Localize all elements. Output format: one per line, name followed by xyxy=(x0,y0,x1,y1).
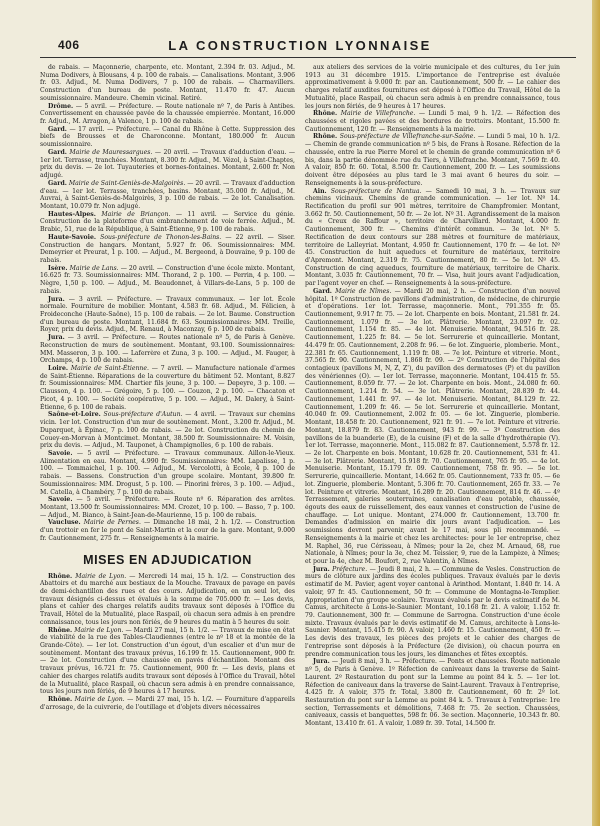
entry-authority: Mairie de Mauressargues. xyxy=(69,148,153,156)
journal-title: LA CONSTRUCTION LYONNAISE xyxy=(168,38,432,53)
entry-department: Ain. xyxy=(313,187,327,195)
notice-entry xyxy=(40,334,295,365)
entry-authority: Mairie de Lyon. xyxy=(75,572,127,580)
left-column-announcements xyxy=(40,573,295,712)
entry-text: de rabais. — Maçonnerie, charpente, etc. Montant, 2.394 fr. 03. Adjud., M. Numa Dodivers, à Blousans, 4 p. 100 de rabais. — Canalisations. Montant, 3.906 fr. 03. Adjud., M. Numa Dodivers, 7 p. 100 de rabais. — Charmavillers. Construction d'un bureau de poste. Montant, 11.470 fr. 47. Aucun soumissionnaire. Mandeure. Chemin vicinal. Retiré. xyxy=(40,64,295,102)
entry-text: — Mardi 27 mai, 15 h. 1/2. — Fourniture d'appareils d'arrosage, de la cuivrerie, de l'outillage et d'objets divers nécessaires xyxy=(40,696,295,711)
notice-entry xyxy=(305,288,560,566)
notice-entry xyxy=(305,64,560,110)
entry-text: — 22 avril. — Siser. Construction de hangars. Montant, 5.927 fr. 06. Soumissionnaires: MM. Demeyrier et Preurat, 1 p. 100. — Adjud., M. Bergeond, à Douvaine, 9 p. 100 de rabais. xyxy=(40,233,296,264)
entry-text: aux ateliers des services de la voirie municipale et des cultures, du 1er juin 1913 au 31 décembre 1915. L'importance de l'entreprise est évaluée approximativement à 9.000 fr. par an. Cautionnement, 500 fr. — Le cahier des charges relatif auxdites fournitures est déposé à l'Office du Travail, Hôtel de la Mutualité, place Raspail, où chacun sera admis à en prendre connaissance, tous les jours non fériés, de 9 heures à 17 heures. xyxy=(305,64,560,110)
right-column-announcements xyxy=(305,64,560,728)
entry-text: — Dimanche 18 mai, 2 h. 1/2. — Construction d'un trottoir en fer le pont de Saint-Martin et la cour de la gare. Montant, 9.000 fr. Cautionnement, 275 fr. — Renseignements à la mairie. xyxy=(40,519,296,542)
entry-department: Jura. xyxy=(313,565,330,573)
left-column-entries xyxy=(40,64,295,543)
header-rule xyxy=(40,57,576,58)
entry-authority: Mairie de Saint-Étienne. xyxy=(70,365,149,373)
notice-entry xyxy=(40,149,295,180)
entry-text: — 5 avril. — Préfecture. — Route nationale nº 7, de Paris à Antibes. Convertissement en chaussée pavée de la chaussée empierrée. Montant, 16.000 fr. Adjud., M. Arragon, à Valence, 1 p. 100 de rabais. xyxy=(40,102,295,126)
entry-text: — Lundi 5 mai, 9 h. 1/2. — Réfection des chaussées et rigoles pavées et des bordures de trottoirs. Montant, 15.500 fr. Cautionnement, 120 fr. — Renseignements à la mairie. xyxy=(305,110,561,133)
notice-entry xyxy=(305,110,560,133)
notice-entry xyxy=(305,566,560,659)
entry-text: — 20 avril. — Travaux d'adduction d'eau. — 1er lot. Terrasse, tranchées, basins. Montant, 35.000 fr. Adjud., M. Auvrai, à Saint-Geniès-de-Malgoirès, 3 p. 100 de rabais. — 2e lot. Canalisation. Montant, 10.079 fr. Non adjugé. xyxy=(40,179,295,210)
entry-text: — 3 avril. — Préfecture. — Travaux communaux. — 1er lot. École normale. Fourniture de mobilier. Montant, 4.583 fr. 68. Adjud., M. Félicien, à Froideconche (Haute-Saône), 15 p. 100 de rabais. — 2e lot. Baume. Construction d'un bureau de poste. Montant, 11.684 fr. 63. Soumissionnaires: MM. Treille, Royer, prix du devis. Adjud., M. Renaud, à Maconzay, 6 p. 100 de rabais. xyxy=(40,295,295,334)
notice-entry xyxy=(40,696,295,711)
notice-entry xyxy=(40,296,295,335)
notice-entry xyxy=(40,265,295,296)
entry-text: — 4 avril. — Travaux sur chemins vicin. 1er lot. Construction d'un mur de soutènement. Mont., 3.200 fr. Adjud., M. Duparquet, à Épinac, 7 p. 100 de rabais. — 2e lot. Construction du chemin de Couey-en-Morvan à Montcimet. Montant, 38.500 fr. Soumissionnaire: M. Voisin, prix du devis. — Adjud., M. Tauponet, à Champignolles, 6 p. 100 de rabais. xyxy=(40,411,296,450)
entry-department: Hautes-Alpes. xyxy=(48,210,96,218)
entry-text: — Mardi 20 mai, 2 h. — Construction d'un nouvel hôpital. 1º Construction de pavillons d'administration, de médecine, de chirurgie et d'opérations. 1er lot. Terrasse, maçonnerie. Mont., 791.355 fr. 05. Cautionnement, 9.917 fr. 75. — 2e lot. Charpente en bois. Montant, 21.581 fr. 24. Cautionnement, 1.079 fr. — 3e lot. Plâtrerie. Montant, 23.097 fr. 02. Cautionnement, 1.154 fr. 85. — 4e lot. Menuiserie. Montant, 94.516 fr. 28. Cautionnement, 1.225 fr. 84. — 5e lot. Serrurerie et quincaillerie. Montant, 44.479 fr. 05. Cautionnement, 2.208 fr. 96. — 6e lot. Zinguerie, plomberie. Mont., 22.381 fr. 65. Cautionnement, 1.119 fr. 08. — 7e lot. Peinture et vitrerie. Mont., 37.565 fr. 90. Cautionnement, 1.868 fr. 09. — 2º Construction de l'hôpital des contagieux (pavillons M, N, Z, Z'), du pavillon des dermatoses (P) et du pavillon des vénériennes (O). — 1er lot. Terrasse, maçonnerie. Montant, 104.415 fr. 55. Cautionnement, 8.059 fr. 77. — 2e lot. Charpente en bois. Mont., 24.080 fr. 60. Cautionnement, 1.214 fr. 54. — 3e lot. Plâtrerie. Montant, 28.839 fr. 44. Cautionnement, 1.441 fr. 97. — 4e lot. Menuiserie. Montant, 84.129 fr. 22. Cautionnement, 1.209 fr. 46. — 5e lot. Serrurerie et quincaillerie. Montant, 40.040 fr. 09. Cautionnement, 2.002 fr. 05. — 6e lot. Zinguerie, plomberie. Montant, 18.458 fr. 20. Cautionnement, 921 fr. 91. — 7e lot. Peinture et vitrerie. Montant, 18.879 fr. 83. Cautionnement, 943 fr. 99. — 3º Construction des pavillons de la buanderie (E), de la cuisine (F) et de la salle d'hydrothérapie (V). 1er lot. Terrasse, maçonnerie. Mont., 115.082 fr. 87. Cautionnement, 5.578 fr. 12. — 2e lot. Charpente en bois. Montant, 10.628 fr. 20. Cautionnement, 531 fr. 41. — 3e lot. Plâtrerie. Montant, 15.918 fr. 70. Cautionnement, 765 fr. 95. — 4e lot. Menuiserie. Montant, 15.179 fr. 09. Cautionnement, 758 fr. 95. — 5e lot. Serrurerie, quincaillerie. Montant, 14.662 fr. 05. Cautionnement, 733 fr. 05. — 6e lot. Zinguerie, plomberie. Montant, 5.306 fr. 70. Cautionnement, 265 fr. 33. — 7e lot. Peinture et vitrerie. Montant, 16.289 fr. 20. Cautionnement, 814 fr. 46. — 4º Terrassement, galeries souterraines, canalisation d'eau potable, chaussée, égouts des eaux de ruissellement, des eaux vannes et construction de l'usine de chauffage. — Lot unique. Montant, 274.000 fr. Cautionnement, 13.700 fr. Demandes d'admission en mairie dix jours avant l'adjudication. — Les soumissions devront parvenir, avant le 17 mai, sous pli recommandé. — Renseignements à la mairie et chez les architectes: pour le 1er entreprise, chez M. Raphel, 36, rue Cérisseau, à Nîmes; pour la 2e, chez M. Arnaud, 68, rue Nationale, à Nîmes; pour la 3e, chez M. Teissier, 9, rue de la Lampèze, à Nîmes; et pour la 4e, chez M. Boufort, 2, rue Valentin, à Nîmes. xyxy=(305,287,561,565)
entry-authority: Mairie de Nîmes. xyxy=(335,287,392,295)
entry-department: Vaucluse. xyxy=(48,519,81,527)
entry-authority: Mairie de Lyon. xyxy=(74,626,124,634)
entry-text: — 3 avril. — Préfecture. — Routes nationale nº 5, de Paris à Genève. Reconstruction de murs de soutènement. Montant, 93.100. Soumissionnaires: MM. Masseron, 3 p. 100. — Laferrère et Zuna, 3 p. 100. — Adjud., M. Fauger, à Orchamps, 4 p. 100 de rabais. xyxy=(40,334,296,365)
entry-authority: Mairie de Pernes. xyxy=(83,519,141,527)
entry-text: — 20 avril. — Construction d'une école mixte. Montant, 16.625 fr. 73. Soumissionnaires: MM. Thorand, 2 p. 100. — Perrin, 4 p. 100. — Nègre, 1,50 p. 100. — Adjud., M. Beaudonnet, à Villars-de-Lans, 5 p. 100 de rabais. xyxy=(40,264,296,295)
entry-authority: Mairie de Villefranche. xyxy=(340,110,416,118)
entry-department: Rhône. xyxy=(48,696,73,704)
entry-department: Rhône. xyxy=(48,626,73,634)
entry-text: — 5 avril. — Préfecture. — Route nº 6. Réparation des arrêtes. Montant, 13.500 fr. Soumissionnaires: MM. Crozet, 10 p. 100. — Basso, 7 p. 100. — Adjud., M. Bianco, à Saint-Jean-de-Maurienne, 15 p. 100 de rabais. xyxy=(40,496,296,519)
left-column xyxy=(40,64,295,712)
notice-entry xyxy=(305,133,560,187)
entry-text: — 20 avril. — Travaux d'adduction d'eau. — 1er lot. Terrasse, tranchées. Montant, 8.300 fr. Adjud., M. Vézol, à Saint-Chaptes, prix du devis. — 2e lot. Tuyauteries et bornes-fontaines. Montant, 2.600 fr. Non adjugé. xyxy=(40,148,296,180)
notice-entry xyxy=(40,64,295,103)
entry-department: Savoie. xyxy=(48,449,73,457)
notice-entry xyxy=(40,211,295,234)
entry-authority: Mairie de Lans. xyxy=(69,264,119,272)
notice-entry xyxy=(40,365,295,411)
notice-entry xyxy=(40,450,295,496)
entry-department: Gard. xyxy=(48,148,67,156)
entry-authority: Sous-préfecture de Nantua. xyxy=(330,187,422,195)
entry-text: — Jeudi 8 mai, 3 h. — Préfecture. — Ponts et chaussées. Route nationale nº 5, de Paris à Genève. 1º Réfection de caniveaux dans la traverse de Saint-Laurent. 2º Restauration du pont sur la Lemme au point 84 k. 5. — 1er lot. Réfection de caniveaux dans la traverse de Saint-Laurent. Travaux à l'entreprise, 4.425 fr. A valoir, 375 fr. Total, 3.800 fr. Cautionnement, 60 fr. 2º lot. Restauration du pont sur la Lemme au point 84 k. 5. Travaux à l'entreprise: 1re section, Terrassements et démolitions, 7.468 fr. 75. 2e section. Chaussées, caniveaux, cassis et banquettes, 598 fr. 06. 3e section. Maçonnerie, 10.343 fr. 80. Montant, 13.410 fr. 61. A valoir, 1.089 fr. 39. Total, 14.500 fr. xyxy=(305,658,560,728)
entry-department: Jura. xyxy=(313,658,330,666)
entry-department: Loire. xyxy=(48,365,69,373)
section-title: MISES EN ADJUDICATION xyxy=(83,552,252,567)
notice-entry xyxy=(305,188,560,288)
entry-department: Rhône. xyxy=(313,133,338,141)
notice-entry xyxy=(40,627,295,696)
entry-authority: Préfecture. xyxy=(332,565,368,573)
notice-entry xyxy=(40,234,295,265)
entry-department: Savoie. xyxy=(48,496,73,504)
entry-text: — Samedi 10 mai, 3 h. — Travaux sur chemins vicinaux. Chemins de grande communication. — 1er lot. Nº 14. Rectification du profil sur 901 mètres, territoire de Champfromier. Montant, 3.662 fr. 50. Cautionnement, 50 fr. — 2e lot. Nº 31. Agrandissement de la maison du « Creux de Raffour », territoire de Charvillard. Montant, 4.000 fr. Cautionnement, 300 fr. — Chemins d'intérêt commun. — 3e lot. Nº 5. Rectification de deux contours sur 288 mètres et fourniture de matériaux, territoire de Lalleyriat. Montant, 4.950 fr. Cautionnement, 170 fr. — 4e lot. Nº 45. Construction de huit aqueducs et fourniture de matériaux, territoire d'Apremont. Montant, 2.319 fr. 75. Cautionnement, 80 fr. — 5e lot. Nº 45. Construction de cinq aqueducs, fourniture de matériaux, territoire de Charix. Montant, 3.035 fr. Cautionnement, 70 fr. — Visa, huit jours avant l'adjudication, par l'agent voyer en chef. — Renseignements à la sous-préfecture. xyxy=(305,187,561,288)
entry-text: — Mardi 27 mai, 15 h. 1/2. — Travaux de mise en état de viabilité de la rue des Tables-Claudiennes (entre le nº 18 et la montée de la Grande-Côte). — 1er lot. Construction d'un égout, d'un escalier et d'un mur de soutènement. Montant des travaux prévus, 16.199 fr. 15. Cautionnement, 900 fr. — 2e lot. Construction d'une chaussée en pavés d'échantillon. Montant des travaux prévus, 16.721 fr. 75. Cautionnement, 900 fr. — Les devis, plans et cahier des charges relatifs audits travaux sont déposés à l'Office du Travail, hôtel de la Mutualité, place Raspail, où chacun sera admis à en prendre connaissance, tous les jours non fériés, de 9 heures à 17 heures. xyxy=(40,626,295,696)
entry-text: — Jeudi 8 mai, 2 h. — Commune de Vesles. Construction de murs de clôture aux jardins des écoles publiques. Travaux évalués par le devis estimatif de M. Pavier, agent voyer cantonal à Arinthod. Montant, 1.840 fr. 14. A valoir, 97 fr. 45. Cautionnement, 50 fr. — Commune de Montagna-le-Templier. Appropriation d'un groupe scolaire. Travaux évalués par le devis estimatif de M. Camus, architecte à Lons-le-Saunier. Montant, 10.168 fr. 21. A valoir, 1.152 fr. 79. Cautionnement, 300 fr. — Commune de Sarrogna. Construction d'une école mixte. Travaux évalués par le devis estimatif de M. Camus, architecte à Lons-le-Saunier. Montant, 15.415 fr. 90. A valoir, 1.460 fr. 15. Cautionnement, 450 fr. — Les devis des travaux, les pièces des projets et le cahier des charges de l'entreprise sont déposés à la Préfecture (2e division), où chacun pourra en prendre communication tous les jours, les dimanches et fêtes exceptés. xyxy=(305,565,560,658)
entry-department: Drôme. xyxy=(48,102,74,110)
entry-department: Haute-Savoie. xyxy=(48,233,96,241)
entry-authority: Sous-préfecture de Villefranche-sur-Saône. xyxy=(339,133,476,141)
entry-text: — 5 avril — Préfecture. — Travaux communaux. Aillon-le-Vieux. Alimentation en eau. Montant, 4.990 fr. Soumissionnaires: MM. Lapalisse, 1 p. 100. — Tommaichel, 1 p. 100. — Adjud., M. Vercolotti, à Ecole, 4 p. 100 de rabais. — Bassens. Construction d'un groupe scolaire. Montant, 39.800 fr. Soumissionnaires: MM. Drogust, 5 p. 100. — Pinorini frères, 3 p. 100. — Adjud., M. Catella, à Chambéry, 7 p. 100 de rabais. xyxy=(40,449,296,496)
entry-department: Rhône. xyxy=(313,110,338,118)
entry-department: Jura. xyxy=(48,334,65,342)
notice-entry xyxy=(305,658,560,727)
notice-entry xyxy=(40,126,295,149)
notice-entry xyxy=(40,180,295,211)
entry-department: Saône-et-Loire. xyxy=(48,411,101,419)
entry-authority: Sous-préfecture de Thonon-les-Bains. xyxy=(100,233,222,241)
entry-department: Gard. xyxy=(48,125,67,133)
entry-authority: Mairie de Saint-Geniès-de-Malgoirès. xyxy=(68,179,186,187)
entry-department: Isère. xyxy=(48,264,68,272)
entry-department: Gard. xyxy=(48,179,67,187)
entry-department: Gard. xyxy=(313,287,332,295)
entry-text: — 17 avril. — Préfecture. — Canal du Rhône à Cette. Suppression des biefs de Brousses et de Charonconne. Montant, 180.000 fr. Aucun soumissionnaire. xyxy=(40,125,295,149)
notice-entry xyxy=(40,411,295,450)
page-header xyxy=(18,38,582,54)
notice-entry xyxy=(40,519,295,542)
entry-text: — Mercredi 14 mai, 15 h. 1/2. — Construction des Abattoirs et du marché aux bestiaux de la Mouche. Travaux de pavage en pavés de demi-échantillon des rues et des cours. Adjudication, en un seul lot, des travaux désignés ci-dessus et évalués à la somme de 705.000 fr. — Les devis, plans et cahier des charges relatifs audits travaux sont déposés à l'Office du Travail, Hôtel de la Mutualité, place Raspail, où chacun sera admis à en prendre connaissance, tous les jours non fériés, de 9 heures du matin à 5 heures du soir. xyxy=(40,572,296,626)
entry-authority: Mairie de Briançon. xyxy=(101,210,171,218)
entry-department: Jura. xyxy=(48,295,65,303)
entry-text: — 11 avril. — Service du génie. Construction de la plateforme d'un embranchement de voie ferrée. Adjud., M. Brabic, 51, rue de la République, à Saint-Étienne, 9 p. 100 de rabais. xyxy=(40,210,296,234)
page-number: 406 xyxy=(58,38,80,52)
notice-entry xyxy=(40,103,295,126)
entry-authority: Sous-préfecture d'Autun. xyxy=(103,411,183,419)
page-edge xyxy=(592,0,600,826)
right-column xyxy=(305,64,560,728)
entry-text: — 7 avril. — Manufacture nationale d'armes de Saint-Étienne. Réparations de la couverture du bâtiment 52. Montant, 8.827 fr. Soumissionnaires: MM. Chartier fils jeune, 3 p. 100. — Depeyre, 3 p. 100. — Clausson, 4 p. 100. — Grégoire, 5 p. 100. — Couzon, 2 p. 100. — Chacaton et Picot, 4 p. 100. — Société coopérative, 5 p. 100. — Adjud., M. Dalery, à Saint-Étienne, 6 p. 100 de rabais. xyxy=(40,365,295,411)
entry-authority: Mairie de Lyon. xyxy=(74,696,125,704)
entry-department: Rhône. xyxy=(48,572,73,580)
notice-entry xyxy=(40,573,295,627)
notice-entry xyxy=(40,496,295,519)
entry-text: — Lundi 5 mai, 10 h. 1/2. — Chemin de grande communication nº 5 bis, de Frans à Rosane. Réfection de la chaussée, entre la rue Pierre Morel et le chemin de grande communication nº 6 bis, dans la partie dénommée rue du Tiers, à Villefranche. Montant, 7.569 fr. 40. A valoir, 850 fr. 60. Total, 8.500 fr. Cautionnement, 200 fr. — Les soumissions doivent être déposées au plus tard le 3 mai avant 6 heures du soir. — Renseignements à la sous-préfecture. xyxy=(305,133,560,187)
